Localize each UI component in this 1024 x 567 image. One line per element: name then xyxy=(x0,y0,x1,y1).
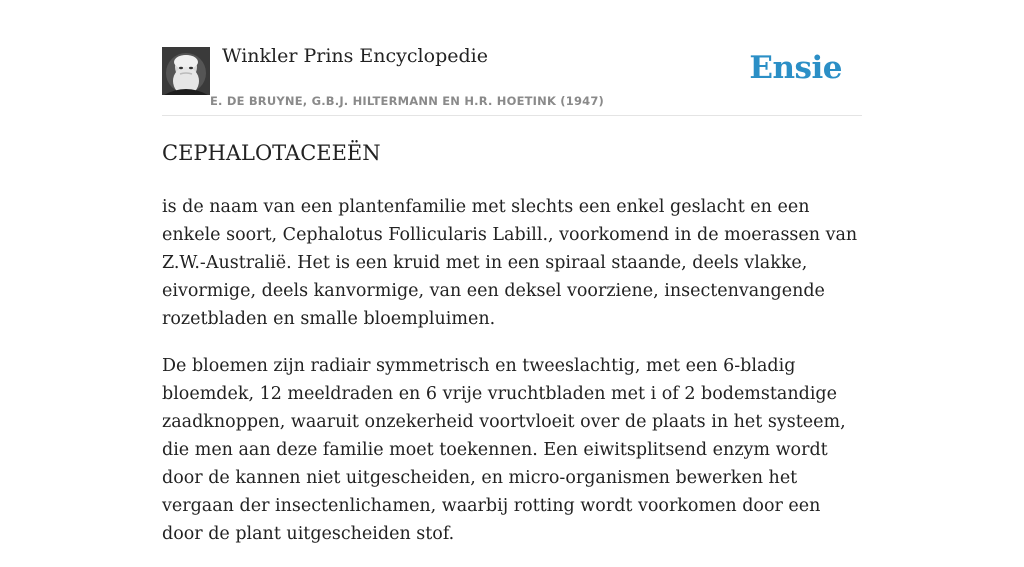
header xyxy=(162,0,862,116)
entry-title: CEPHALOTACEEËN xyxy=(162,141,381,165)
bearded-man-portrait-icon xyxy=(162,47,210,95)
paragraph: De bloemen zijn radiair symmetrisch en tweeslachtig, met een 6-bladig bloemdek, 12 meeldraden en 6 vrije vruchtbladen met i of 2 bodemstandige zaadknoppen, waaruit onzekerheid voortvloeit over de plaats in het systeem, die men aan deze familie moet toekennen. Een eiwitsplitsend enzym wordt door de kannen niet uitgescheiden, en micro-organismen bewerken het vergaan der insectenlichamen, waarbij rotting wordt voorkomen door een door de plant uitgescheiden stof. xyxy=(162,356,846,544)
brand-logo[interactable]: Ensie xyxy=(749,50,842,86)
authors-line: E. DE BRUYNE, G.B.J. HILTERMANN EN H.R. HOETINK (1947) xyxy=(210,94,605,108)
site-title[interactable]: Winkler Prins Encyclopedie xyxy=(222,45,488,67)
paragraph: is de naam van een plantenfamilie met slechts een enkel geslacht en een enkele soort, Cephalotus Follicularis Labill., voorkomend in de moerassen van Z.W.-Australië. Het is een kruid met in een spiraal staande, deels vlakke, eivormige, deels kanvormige, van een deksel voorziene, insectenvangende rozetbladen en smalle bloempluimen. xyxy=(162,197,858,329)
entry-body xyxy=(162,193,862,567)
author-avatar[interactable] xyxy=(162,47,210,95)
